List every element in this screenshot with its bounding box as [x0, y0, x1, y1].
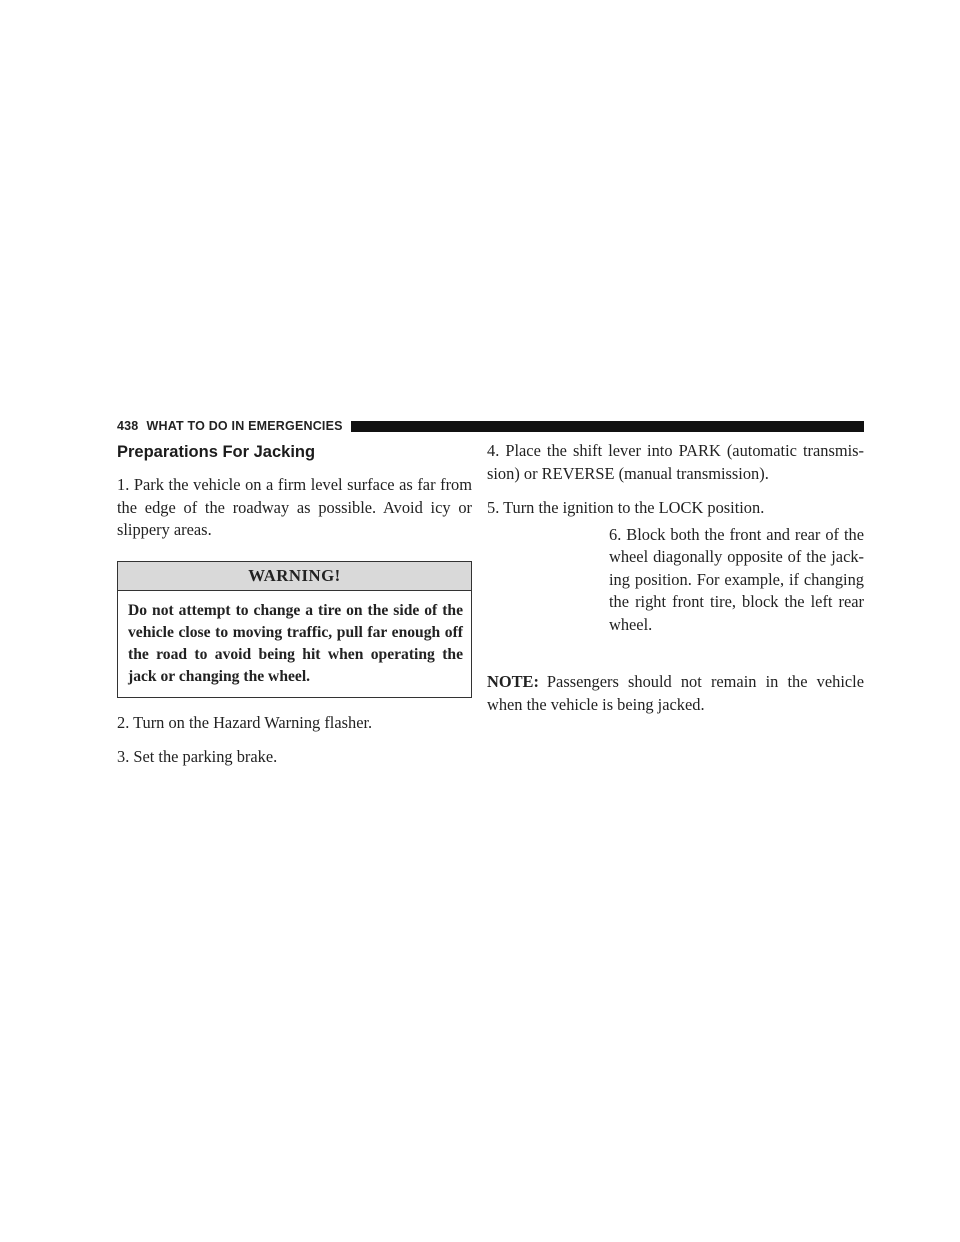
figure-space — [487, 636, 864, 671]
step-1: 1. Park the vehicle on a firm level surface as far from the edge of the roadway as possible. Avoid icy or slippery areas. — [117, 475, 472, 539]
right-column — [487, 440, 864, 728]
warning-box — [117, 561, 472, 698]
warning-title: WARNING! — [118, 562, 471, 591]
note-label: NOTE: — [487, 672, 539, 691]
page-number: 438 — [117, 419, 139, 433]
warning-body: Do not attempt to change a tire on the side of the vehicle close to moving traffic, pull far enough off the road to avoid being hit when operating the jack or changing the wheel. — [128, 601, 463, 685]
note-text: Passengers should not remain in the vehicle when the vehicle is being jacked. — [487, 672, 864, 714]
step-3: 3. Set the parking brake. — [117, 747, 278, 766]
page-header — [117, 419, 864, 433]
header-rule — [351, 421, 864, 432]
section-title: WHAT TO DO IN EMERGENCIES — [146, 419, 343, 433]
step-5: 5. Turn the ignition to the LOCK position. — [487, 498, 765, 517]
step-4: 4. Place the shift lever into PARK (automatic transmis-sion) or REVERSE (manual transmission). — [487, 441, 864, 483]
note — [487, 671, 864, 716]
section-heading: Preparations For Jacking — [117, 443, 316, 461]
left-column — [117, 440, 472, 781]
step-2: 2. Turn on the Hazard Warning flasher. — [117, 712, 373, 732]
step-6: 6. Block both the front and rear of the wheel diagonally opposite of the jack-ing position. For example, if changing the right front tire, block the left rear wheel. — [609, 524, 864, 634]
